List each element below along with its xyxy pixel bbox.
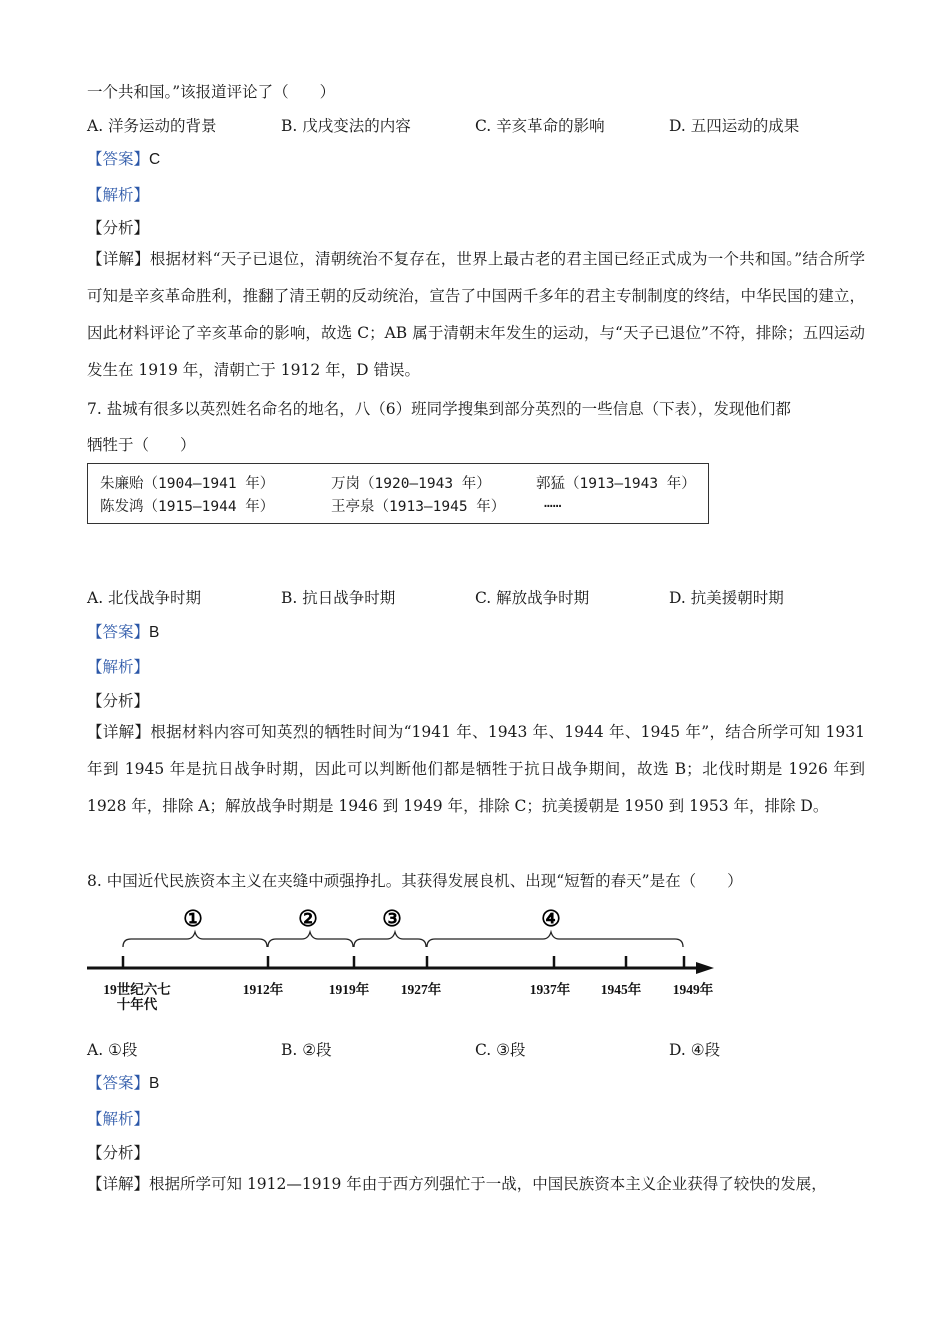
q6-jiexi-tag: 【解析】 bbox=[87, 186, 150, 204]
q7-stem-line2: 牺牲于（ ） bbox=[87, 436, 196, 454]
timeline-segment-label: ① bbox=[183, 906, 203, 931]
martyr-cell: 陈发鸿（1915—1944 年） bbox=[100, 499, 275, 515]
q8-jiexi-tag: 【解析】 bbox=[87, 1110, 150, 1128]
answer-value: B bbox=[149, 1075, 160, 1092]
timeline-segment-label: ③ bbox=[382, 906, 402, 931]
q8-option-a: A. ①段 bbox=[87, 1041, 138, 1059]
timeline-brace bbox=[268, 932, 353, 947]
timeline-label: 19世纪六七 bbox=[103, 982, 171, 997]
q7-detail bbox=[87, 714, 865, 825]
q7-option-c: C. 解放战争时期 bbox=[475, 589, 590, 607]
martyr-cell: 王亭泉（1913—1945 年） bbox=[331, 499, 506, 515]
answer-value: C bbox=[149, 151, 161, 168]
q6-option-c: C. 辛亥革命的影响 bbox=[475, 117, 605, 135]
q8-fenxi-tag: 【分析】 bbox=[87, 1144, 150, 1162]
timeline-label: 1949年 bbox=[672, 982, 714, 997]
q8-timeline bbox=[0, 900, 950, 1020]
timeline-brace bbox=[427, 932, 683, 947]
q6-stem-end: 一个共和国。”该报道评论了（ ） bbox=[87, 83, 336, 101]
martyr-cell: 万岗（1920—1943 年） bbox=[331, 476, 491, 492]
q8-answer bbox=[87, 1071, 159, 1093]
detail-text: 根据所学可知 1912—1919 年由于西方列强忙于一战，中国民族资本主义企业获得了较快的发展， bbox=[149, 1175, 827, 1193]
q7-answer bbox=[87, 620, 159, 642]
timeline-segment-label: ② bbox=[298, 906, 318, 931]
q7-jiexi-tag: 【解析】 bbox=[87, 658, 150, 676]
q7-fenxi-tag: 【分析】 bbox=[87, 692, 150, 710]
q8-detail bbox=[87, 1166, 865, 1203]
timeline-segment-label: ④ bbox=[541, 906, 561, 931]
detail-text: 根据材料内容可知英烈的牺牲时间为“1941 年、1943 年、1944 年、1945 年”，结合所学可知 1931 年到 1945 年是抗日战争时期，因此可以判断他们都是牺牲于抗日战争期间，故选 B；北伐时期是 1926 年到 1928 年，排除 A；解放战争时期是 1946 到 1949 年，排除 C；抗美援朝是 1950 到 1953 年，排除 D。 bbox=[87, 723, 865, 815]
timeline-label: 1945年 bbox=[600, 982, 642, 997]
martyr-cell: 朱廉贻（1904—1941 年） bbox=[100, 476, 275, 492]
timeline-label: 1927年 bbox=[400, 982, 442, 997]
detail-tag: 【详解】 bbox=[87, 723, 151, 741]
timeline-label: 1937年 bbox=[529, 982, 571, 997]
q6-detail bbox=[87, 241, 865, 389]
q8-option-b: B. ②段 bbox=[281, 1041, 332, 1059]
q6-option-d: D. 五四运动的成果 bbox=[669, 117, 800, 135]
q7-stem-line1: 7. 盐城有很多以英烈姓名命名的地名，八（6）班同学搜集到部分英烈的一些信息（下表），发现他们都 bbox=[87, 400, 791, 418]
q6-fenxi-tag: 【分析】 bbox=[87, 219, 150, 237]
martyr-cell: …… bbox=[544, 495, 562, 511]
q6-answer bbox=[87, 147, 160, 169]
timeline-label: 十年代 bbox=[116, 997, 158, 1012]
q6-option-a: A. 洋务运动的背景 bbox=[87, 117, 217, 135]
timeline-label: 1919年 bbox=[328, 982, 370, 997]
martyr-cell: 郭猛（1913—1943 年） bbox=[536, 476, 696, 492]
timeline-label: 1912年 bbox=[242, 982, 284, 997]
timeline-arrowhead bbox=[696, 962, 714, 974]
detail-tag: 【详解】 bbox=[87, 1175, 150, 1193]
answer-value: B bbox=[149, 624, 160, 641]
answer-tag: 【答案】 bbox=[87, 623, 150, 641]
q7-option-a: A. 北伐战争时期 bbox=[87, 589, 202, 607]
q7-martyr-table bbox=[87, 463, 709, 524]
q8-option-d: D. ④段 bbox=[669, 1041, 721, 1059]
detail-text: 根据材料“天子已退位，清朝统治不复存在，世界上最古老的君主国已经正式成为一个共和国。”结合所学可知是辛亥革命胜利，推翻了清王朝的反动统治，宣告了中国两千多年的君主专制制度的终结，中华民国的建立，因此材料评论了辛亥革命的影响，故选 C；AB 属于清朝末年发生的运动，与“天子已退位”不符，排除；五四运动发生在 1919 年，清朝亡于 1912 年，D 错误。 bbox=[87, 250, 865, 379]
detail-tag: 【详解】 bbox=[87, 250, 150, 268]
q6-option-b: B. 戊戌变法的内容 bbox=[281, 117, 411, 135]
timeline-brace bbox=[123, 932, 267, 947]
q7-option-b: B. 抗日战争时期 bbox=[281, 589, 396, 607]
q8-option-c: C. ③段 bbox=[475, 1041, 526, 1059]
timeline-brace bbox=[354, 932, 426, 947]
q7-option-d: D. 抗美援朝时期 bbox=[669, 589, 784, 607]
answer-tag: 【答案】 bbox=[87, 150, 150, 168]
answer-tag: 【答案】 bbox=[87, 1074, 150, 1092]
q8-stem: 8. 中国近代民族资本主义在夹缝中顽强挣扎。其获得发展良机、出现“短暂的春天”是在（ ） bbox=[87, 872, 743, 890]
